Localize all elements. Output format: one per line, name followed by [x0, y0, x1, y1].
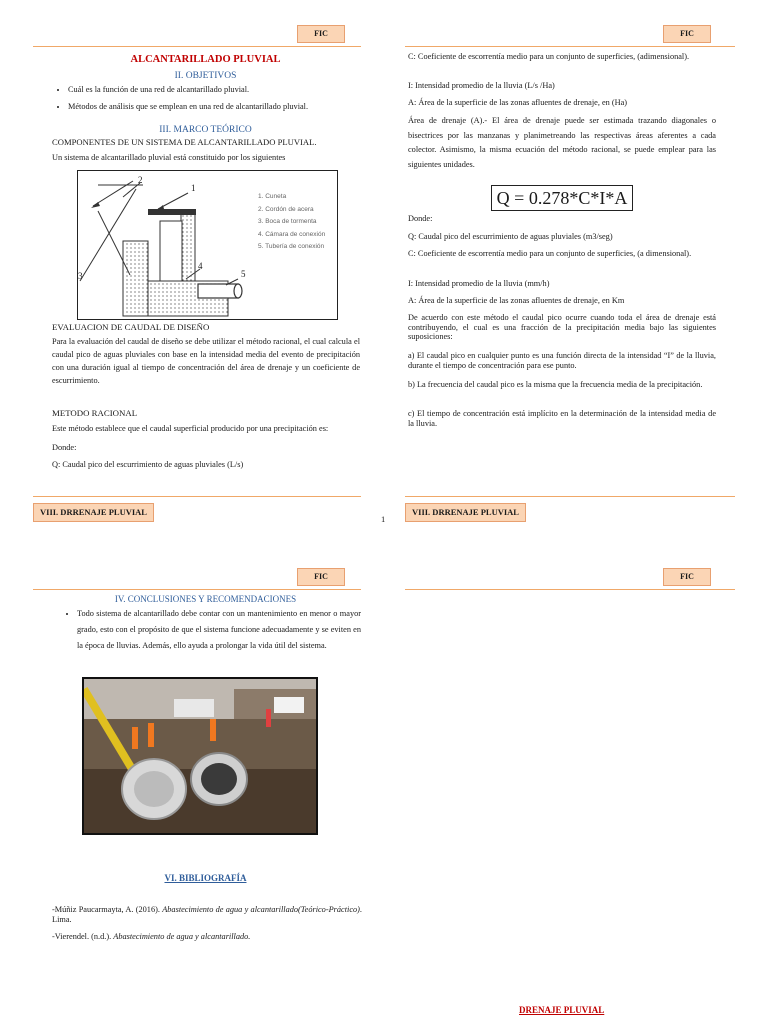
a-definition: A: Área de la superficie de las zonas afluentes de drenaje, en Km	[408, 296, 625, 305]
bib-end: . Lima.	[52, 905, 362, 925]
rational-formula: Q = 0.278*C*I*A	[491, 185, 633, 211]
area-text: Área de drenaje (A).- El área de drenaje puede ser estimada trazando diagonales o bisectrices por las manzanas y planimetreando las respectivas áreas aferentes a cada colector. Asimismo, la misma ecuación del método racional, se puede emplear para las siguientes unidades.	[408, 116, 716, 169]
legend-item: 2. Cordón de acera	[258, 205, 314, 213]
list-item: • Métodos de análisis que se emplean en una red de alcantarillado pluvial.	[68, 101, 372, 114]
i-definition: I: Intensidad promedio de la lluvia (mm/h)	[408, 279, 550, 288]
legend-item: 5. Tubería de conexión	[258, 243, 325, 250]
figure-number: 3	[78, 271, 83, 281]
q-definition: Q: Caudal pico del escurrimiento de aguas pluviales (L/s)	[52, 460, 244, 469]
donde-label: Donde:	[408, 214, 433, 223]
sewer-diagram	[77, 170, 338, 320]
components-intro: Un sistema de alcantarillado pluvial está constituido por los siguientes	[52, 153, 286, 162]
fic-badge: FIC	[297, 25, 345, 43]
figure-legend	[258, 193, 325, 256]
objectives-heading: II. OBJETIVOS	[174, 71, 237, 81]
donde-label: Donde:	[52, 443, 77, 452]
conclusion-item	[65, 606, 361, 659]
header-rule	[405, 46, 735, 47]
legend-item: 4. Cámara de conexión	[258, 230, 326, 238]
section-tag: VIII. DRRENAJE PLUVIAL	[405, 503, 526, 522]
bib-title: Abastecimiento de agua y alcantarillado(Teórico-Práctico)	[162, 905, 360, 914]
supposition-b: b) La frecuencia del caudal pico es la misma que la frecuencia media de la precipitación.	[408, 380, 703, 389]
photo-illustration	[84, 679, 316, 833]
figure-number: 4	[198, 261, 203, 271]
page-number: 1	[381, 514, 386, 524]
acuerdo-text: De acuerdo con este método el caudal pico ocurre cuando toda el área de drenaje está contribuyendo, el cual es una fracción de la precipitación media bajo las siguientes suposiciones:	[408, 313, 716, 342]
i-definition: I: Intensidad promedio de la lluvia (L/s /Ha)	[408, 81, 555, 90]
header-rule	[405, 589, 735, 590]
header-rule	[33, 589, 361, 590]
footer-rule	[405, 496, 735, 497]
figure-number: 2	[138, 175, 143, 185]
metodo-heading: METODO RACIONAL	[52, 408, 138, 418]
components-heading: COMPONENTES DE UN SISTEMA DE ALCANTARILLADO PLUVIAL.	[52, 137, 317, 147]
drenaje-label: DRENAJE PLUVIAL	[519, 1005, 605, 1015]
legend-item: 3. Boca de tormenta	[258, 218, 317, 225]
bib-author: -Vierendel. (n.d.).	[52, 932, 114, 941]
conclusions-heading: IV. CONCLUSIONES Y RECOMENDACIONES	[114, 594, 297, 604]
c-definition: C: Coeficiente de escorrentía medio para un conjunto de superficies, (adimensional).	[408, 52, 690, 61]
bib-author: -Múñiz Paucarmayta, A. (2016).	[52, 905, 163, 914]
section-tag: VIII. DRRENAJE PLUVIAL	[33, 503, 154, 522]
bibliography-entry	[52, 905, 362, 926]
eval-heading: EVALUACION DE CAUDAL DE DISEÑO	[52, 322, 210, 332]
bib-title: Abastecimiento de agua y alcantarillado.	[113, 932, 251, 941]
q-definition: Q: Caudal pico del escurrimiento de aguas pluviales (m3/seg)	[408, 232, 613, 241]
header-rule	[33, 46, 361, 47]
figure-number: 5	[241, 269, 246, 279]
figure-number: 1	[191, 183, 196, 193]
fic-badge: FIC	[663, 25, 711, 43]
bibliography-heading: VI. BIBLIOGRAFÍA	[164, 873, 247, 883]
construction-photo	[82, 677, 318, 835]
list-item: • Cuál es la función de una red de alcantarillado pluvial.	[68, 84, 372, 97]
supposition-a: a) El caudal pico en cualquier punto es una función directa de la intensidad “I” de la lluvia, durante el tiempo de concentración para ese punto.	[408, 351, 716, 370]
list-item: • Todo sistema de alcantarillado debe contar con un mantenimiento en menor o mayor grado, esto con el propósito de que el sistema funcione adecuadamente y se eviten en la época de lluvias. Además, ello ayuda a prolongar la vida útil del sistema.	[77, 606, 361, 655]
objectives-list	[52, 84, 372, 118]
legend-item: 1. Cuneta	[258, 193, 287, 200]
footer-rule	[33, 496, 361, 497]
page-title: ALCANTARILLADO PLUVIAL	[130, 54, 281, 65]
supposition-c: c) El tiempo de concentración está implícito en la determinación de la intensidad media de la lluvia.	[408, 409, 716, 428]
fic-badge: FIC	[663, 568, 711, 586]
bibliography-entry	[52, 932, 362, 942]
metodo-text: Este método establece que el caudal superficial producido por una precipitación es:	[52, 424, 329, 433]
a-definition: A: Área de la superficie de las zonas afluentes de drenaje, en (Ha)	[408, 98, 628, 107]
marco-heading: III. MARCO TEÓRICO	[159, 125, 252, 135]
fic-badge: FIC	[297, 568, 345, 586]
eval-text: Para la evaluación del caudal de diseño se debe utilizar el método racional, el cual calcula el caudal pico de aguas pluviales con base en la intensidad media del evento de precipitación con una duración igual al tiempo de concentración del área de drenaje y un coeficiente de escurrimiento.	[52, 337, 360, 385]
c-definition: C: Coeficiente de escorrentía medio para un conjunto de superficies, (a dimensional).	[408, 249, 692, 258]
